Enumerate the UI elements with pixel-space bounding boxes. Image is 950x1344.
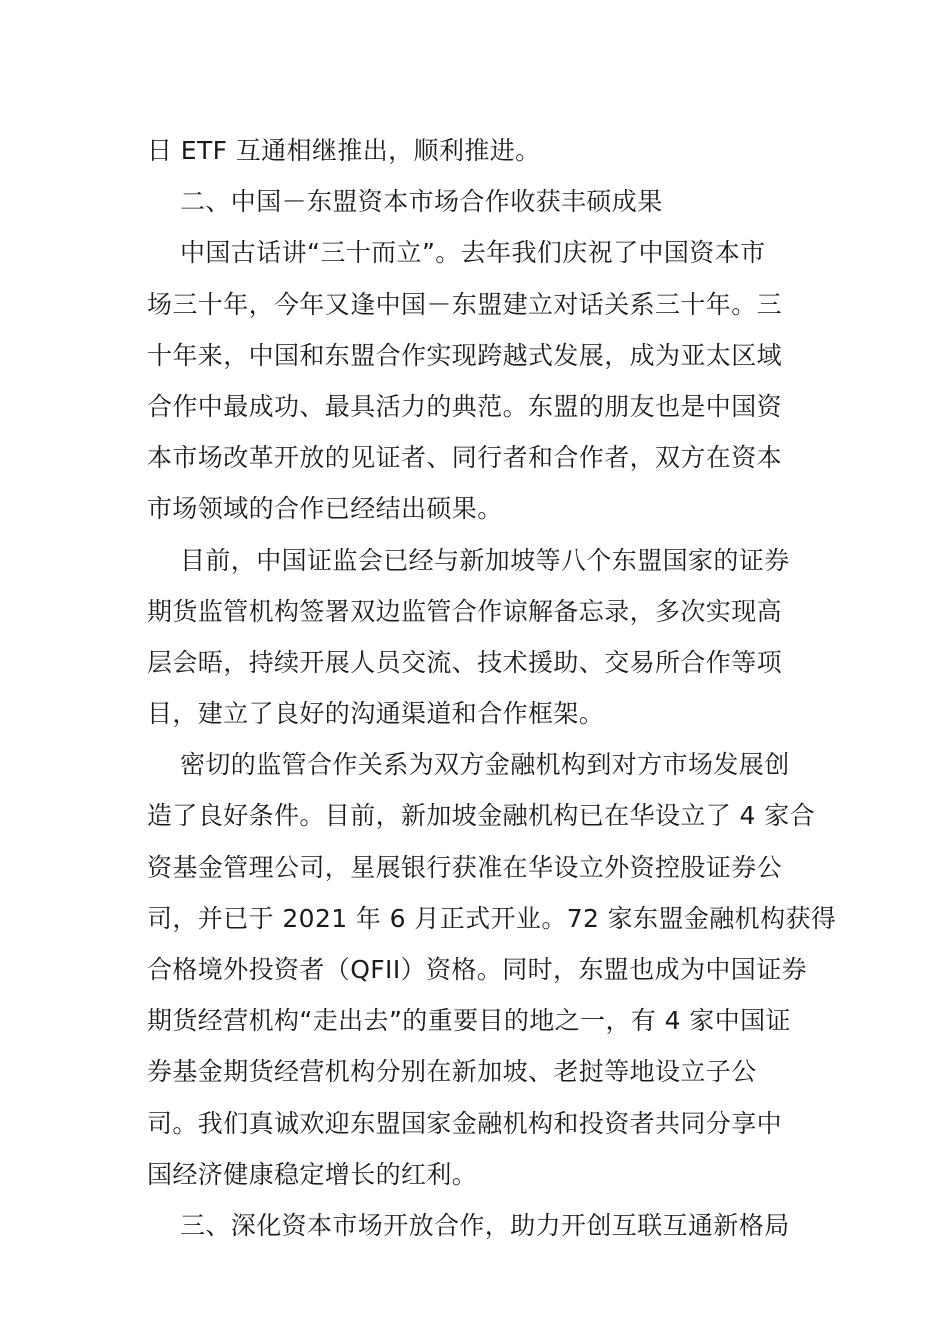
text-line: 券基金期货经营机构分别在新加坡、老挝等地设立子公 [147,1057,757,1087]
text-line: 十年来，中国和东盟合作实现跨越式发展，成为亚太区域 [147,340,783,370]
text-line: 中国古话讲“三十而立”。去年我们庆祝了中国资本市 [180,238,766,268]
text-line: 市场领域的合作已经结出硕果。 [147,494,503,524]
section-heading: 二、中国－东盟资本市场合作收获丰硕成果 [180,187,663,217]
text-line: 期货监管机构签署双边监管合作谅解备忘录，多次实现高 [147,596,783,626]
text-line: 目，建立了良好的沟通渠道和合作框架。 [147,699,605,729]
text-line: 期货经营机构“走出去”的重要目的地之一，有 4 家中国证 [147,1006,791,1036]
text-line: 司。我们真诚欢迎东盟国家金融机构和投资者共同分享中 [147,1108,783,1138]
text-line: 本市场改革开放的见证者、同行者和合作者，双方在资本 [147,443,783,473]
text-line: 场三十年，今年又逢中国－东盟建立对话关系三十年。三 [147,289,783,319]
text-line: 合作中最成功、最具活力的典范。东盟的朋友也是中国资 [147,391,783,421]
document-body [147,125,837,1251]
text-line: 造了良好条件。目前，新加坡金融机构已在华设立了 4 家合 [147,801,816,831]
text-line: 资基金管理公司，星展银行获准在华设立外资控股证券公 [147,852,783,882]
text-line: 国经济健康稳定增长的红利。 [147,1159,478,1189]
text-line: 日 ETF 互通相继推出，顺利推进。 [147,136,541,165]
text-line: 目前，中国证监会已经与新加坡等八个东盟国家的证券 [180,545,790,575]
text-line: 司，并已于 2021 年 6 月正式开业。72 家东盟金融机构获得 [147,903,837,933]
text-line: 密切的监管合作关系为双方金融机构到对方市场发展创 [180,750,790,780]
text-line: 合格境外投资者（QFII）资格。同时，东盟也成为中国证券 [147,955,808,984]
section-heading: 三、深化资本市场开放合作，助力开创互联互通新格局 [180,1210,790,1240]
text-line: 层会晤，持续开展人员交流、技术援助、交易所合作等项 [147,647,783,677]
